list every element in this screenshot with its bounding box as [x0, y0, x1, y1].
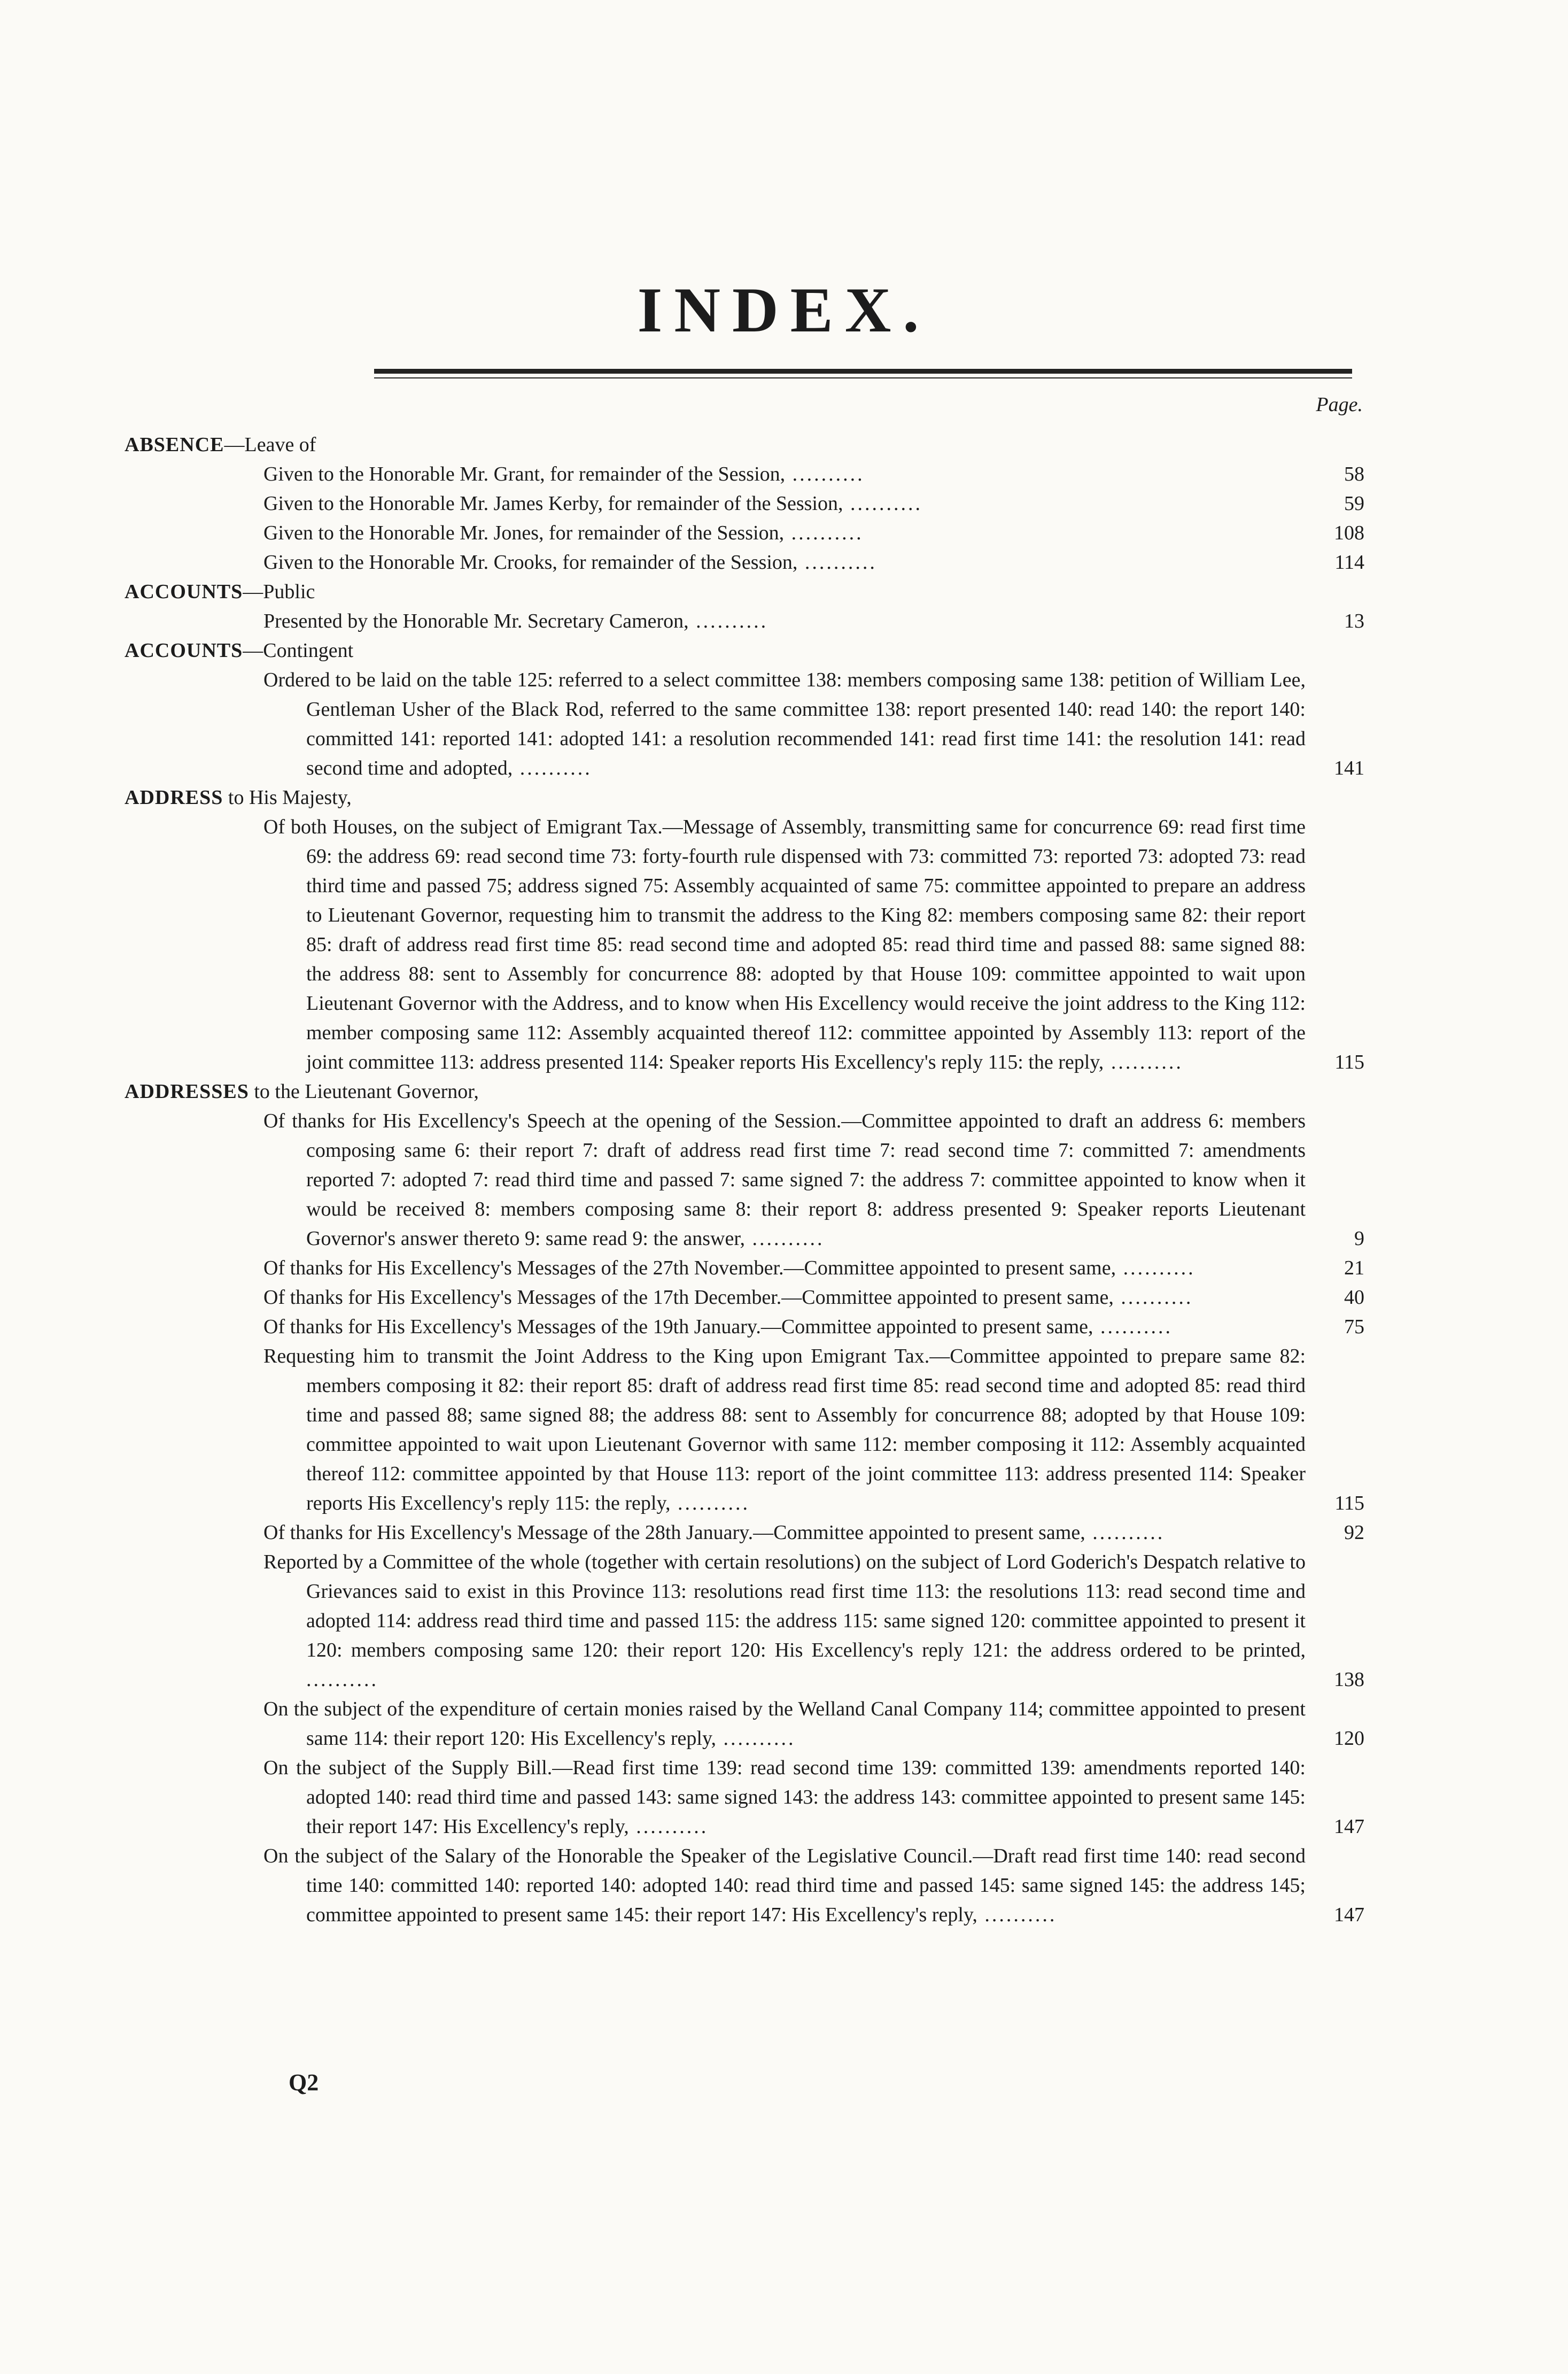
index-entry — [125, 519, 1364, 548]
index-entry — [125, 460, 1364, 489]
index-entry — [125, 666, 1364, 783]
index-entry — [125, 1753, 1364, 1842]
page-number: 115 — [1334, 1051, 1364, 1073]
dot-leader: .......... — [977, 1904, 1057, 1926]
dot-leader: .......... — [1104, 1051, 1183, 1073]
page-number: 141 — [1334, 757, 1364, 779]
page-number: 138 — [1334, 1668, 1364, 1691]
index-entry — [125, 1283, 1364, 1312]
dot-leader: .......... — [513, 757, 592, 779]
page-number: 147 — [1334, 1815, 1364, 1838]
heading-subtitle: —Public — [243, 581, 315, 603]
index-heading — [125, 1077, 1364, 1107]
page-number: 75 — [1344, 1316, 1364, 1338]
heading-subtitle: to His Majesty, — [223, 786, 352, 809]
index-body — [125, 430, 1364, 1930]
dot-leader: .......... — [1085, 1521, 1165, 1544]
entry-text: Of both Houses, on the subject of Emigrant Tax.—Message of Assembly, transmitting same for concurrence 69: read first time 69: the address 69: read second time 73: forty-fourth rule dispensed with 73: committed 73: reported 73: adopted 73: read third time and passed 75; address signed 75: Assembly acquainted of same 75: committee appointed to prepare an address to Lieutenant Governor, requesting him to transmit the address to the King 82: members composing same 82: their report 85: draft of address read first time 85: read second time and adopted 85: read third time and passed 88: same signed 88: the address 88: sent to Assembly for concurrence 88: adopted by that House 109: committee appointed to wait upon Lieutenant Governor with the Address, and to know when His Excellency would receive the joint address to the King 112: member composing same 112: Assembly acquainted thereof 112: committee appointed by Assembly 113: report of the joint committee 113: address presented 114: Speaker reports His Excellency's reply 115: the reply, — [263, 816, 1306, 1073]
page-number: 92 — [1344, 1521, 1364, 1544]
heading-word: ADDRESSES — [125, 1080, 249, 1103]
index-entry — [125, 813, 1364, 1077]
entry-text: Requesting him to transmit the Joint Address to the King upon Emigrant Tax.—Committee appointed to prepare same 82: members composing it 82: their report 85: draft of address read first time 85: read second time and adopted 85: read third time and passed 88; same signed 88; the address 88: sent to Assembly for concurrence 88; adopted by that House 109: committee appointed to wait upon Lieutenant Governor with same 112: member composing it 112: Assembly acquainted thereof 112: committee appointed by that House 113: report of the joint committee 113: address presented 114: Speaker reports His Excellency's reply 115: the reply, — [263, 1345, 1306, 1514]
entry-text: Reported by a Committee of the whole (together with certain resolutions) on the subject of Lord Goderich's Despatch relative to Grievances said to exist in this Province 113: resolutions read first time 113: the resolutions 113: read second time and adopted 114: address read third time and passed 115: the address 115: same signed 120: committee appointed to present it 120: members composing same 120: their report 120: His Excellency's reply 121: the address ordered to be printed, — [263, 1551, 1306, 1661]
entry-text: Presented by the Honorable Mr. Secretary Cameron, — [263, 610, 689, 632]
index-entry — [125, 1342, 1364, 1518]
index-entry — [125, 1518, 1364, 1548]
dot-leader: .......... — [688, 610, 769, 632]
page-column-label: Page. — [1316, 393, 1363, 416]
entry-text: Given to the Honorable Mr. James Kerby, for remainder of the Session, — [263, 492, 843, 515]
index-entry — [125, 1312, 1364, 1342]
dot-leader: .......... — [716, 1727, 796, 1750]
dot-leader: .......... — [744, 1227, 825, 1250]
title-rule-thin — [374, 377, 1352, 378]
index-entry — [125, 489, 1364, 519]
page-number: 114 — [1334, 551, 1364, 574]
entry-text: Given to the Honorable Mr. Crooks, for remainder of the Session, — [263, 551, 798, 574]
dot-leader: .......... — [797, 551, 877, 574]
page-number: 40 — [1344, 1286, 1364, 1309]
page-number: 108 — [1334, 522, 1364, 544]
heading-subtitle: —Leave of — [224, 434, 316, 456]
index-entry — [125, 1842, 1364, 1930]
heading-word: ADDRESS — [125, 786, 223, 809]
dot-leader: .......... — [1093, 1316, 1173, 1338]
dot-leader: .......... — [306, 1668, 378, 1691]
dot-leader: .......... — [628, 1815, 709, 1838]
heading-subtitle: to the Lieutenant Governor, — [249, 1080, 479, 1103]
index-entry — [125, 1107, 1364, 1254]
page-title: INDEX. — [637, 274, 931, 345]
dot-leader: .......... — [843, 492, 922, 515]
index-entry — [125, 1695, 1364, 1753]
page-number: 21 — [1344, 1257, 1364, 1279]
index-entry — [125, 607, 1364, 636]
entry-text: Given to the Honorable Mr. Grant, for remainder of the Session, — [263, 463, 786, 485]
page-number: 13 — [1344, 610, 1364, 632]
index-entry — [125, 548, 1364, 577]
entry-text: Of thanks for His Excellency's Message of the 28th January.—Committee appointed to present same, — [263, 1521, 1085, 1544]
index-entry — [125, 1548, 1364, 1695]
entry-text: Of thanks for His Excellency's Messages of the 19th January.—Committee appointed to present same, — [263, 1316, 1093, 1338]
index-heading — [125, 783, 1364, 813]
entry-text: On the subject of the Supply Bill.—Read first time 139: read second time 139: committed 139: amendments reported 140: adopted 140: read third time and passed 143: same signed 143: the address 143: committee appointed to present same 145: their report 147: His Excellency's reply, — [263, 1757, 1306, 1838]
entry-text: On the subject of the Salary of the Honorable the Speaker of the Legislative Council.—Draft read first time 140: read second time 140: committed 140: reported 140: adopted 140: read third time and passed 145: same signed 145: the address 145; committee appointed to present same 145: their report 147: His Excellency's reply, — [263, 1845, 1306, 1926]
page-number: 59 — [1344, 492, 1364, 515]
index-heading — [125, 636, 1364, 666]
index-heading — [125, 577, 1364, 607]
page-number: 115 — [1334, 1492, 1364, 1514]
page-number: 120 — [1334, 1727, 1364, 1750]
heading-subtitle: —Contingent — [243, 639, 354, 662]
dot-leader: .......... — [784, 522, 864, 544]
index-entry — [125, 1254, 1364, 1283]
signature-mark: Q2 — [289, 2069, 319, 2095]
dot-leader: .......... — [1113, 1286, 1193, 1309]
page-number: 58 — [1344, 463, 1364, 485]
entry-text: Of thanks for His Excellency's Speech at the opening of the Session.—Committee appointed to draft an address 6: members composing same 6: their report 7: draft of address read first time 7: read second time 7: committed 7: amendments reported 7: adopted 7: read third time and passed 7: same signed 7: the address 7: committee appointed to know when it would be received 8: members composing same 8: their report 8: address presented 9: Speaker reports Lieutenant Governor's answer thereto 9: same read 9: the answer, — [263, 1110, 1306, 1250]
heading-word: ACCOUNTS — [125, 581, 243, 603]
entry-text: Of thanks for His Excellency's Messages of the 27th November.—Committee appointed to present same, — [263, 1257, 1116, 1279]
title-rule-thick — [374, 369, 1352, 374]
entry-text: Ordered to be laid on the table 125: referred to a select committee 138: members composing same 138: petition of William Lee, Gentleman Usher of the Black Rod, referred to the same committee 138: report presented 140: read 140: the report 140: committed 141: reported 141: adopted 141: a resolution recommended 141: read first time 141: the resolution 141: read second time and adopted, — [263, 669, 1306, 779]
page-number: 147 — [1334, 1904, 1364, 1926]
entry-text: Of thanks for His Excellency's Messages of the 17th December.—Committee appointed to present same, — [263, 1286, 1114, 1309]
dot-leader: .......... — [785, 463, 865, 485]
entry-text: On the subject of the expenditure of certain monies raised by the Welland Canal Company 114; committee appointed to present same 114: their report 120: His Excellency's reply, — [263, 1698, 1306, 1750]
index-heading — [125, 430, 1364, 460]
dot-leader: .......... — [670, 1492, 750, 1514]
heading-word: ABSENCE — [125, 434, 224, 456]
entry-text: Given to the Honorable Mr. Jones, for remainder of the Session, — [263, 522, 785, 544]
page-number: 9 — [1354, 1227, 1364, 1250]
dot-leader: .......... — [1116, 1257, 1196, 1279]
heading-word: ACCOUNTS — [125, 639, 243, 662]
